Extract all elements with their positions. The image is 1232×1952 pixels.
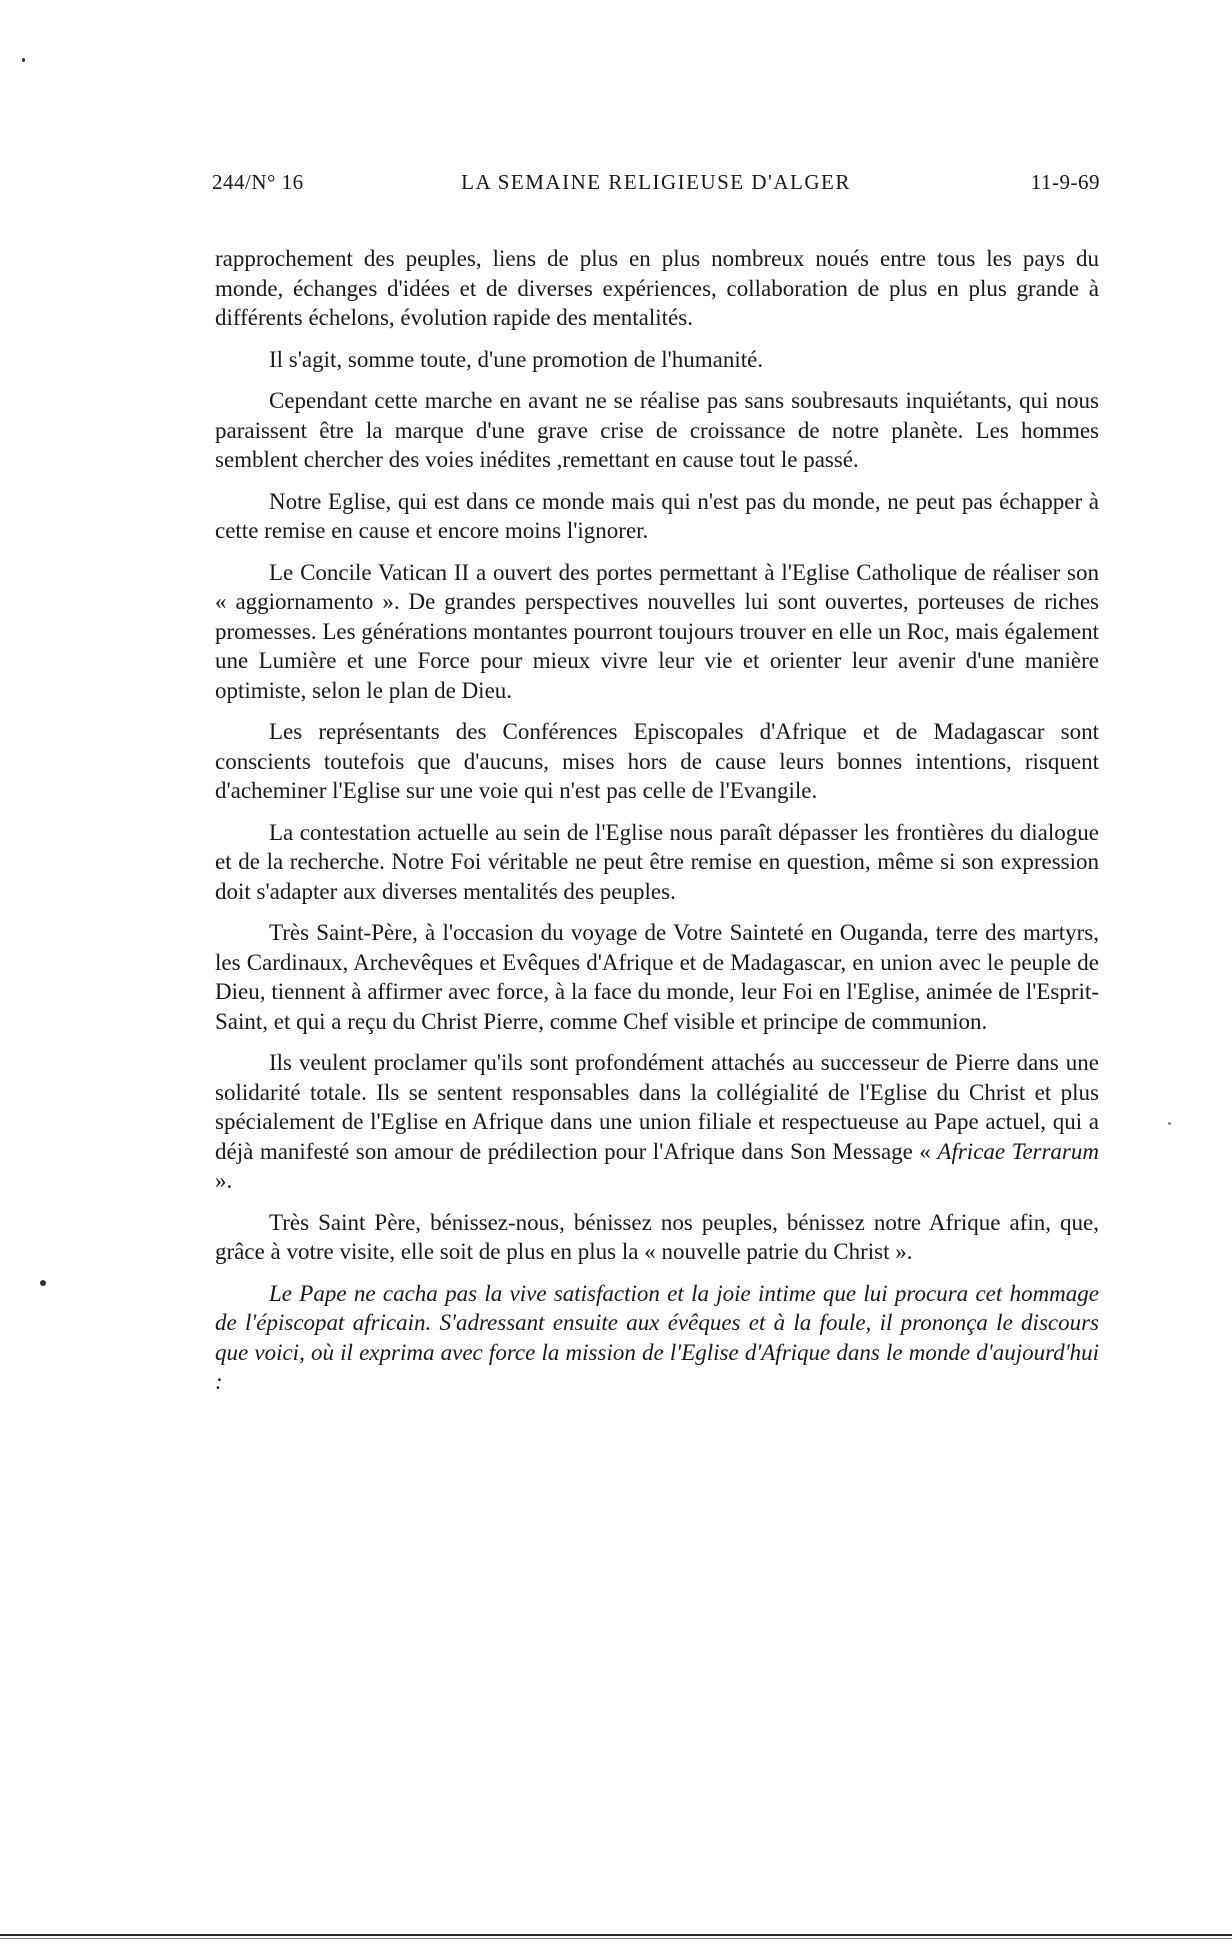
paragraph: Très Saint-Père, à l'occasion du voyage de Votre Sainteté en Ouganda, terre des martyrs, les Cardinaux, Archevêques et Evêques d'Afrique et de Madagascar, en union avec le peuple de Dieu, tiennent à affirmer avec force, à la face du monde, leur Foi en l'Eglise, animée de l'Esprit-Saint, et qui a reçu du Christ Pierre, comme Chef visible et principe de communion. <box>215 920 1099 1034</box>
paragraph: Très Saint Père, bénissez-nous, bénissez nos peuples, bénissez notre Afrique afin, que, grâce à votre visite, elle soit de plus en plus la « nouvelle patrie du Christ ». <box>215 1209 1099 1264</box>
paragraph: La contestation actuelle au sein de l'Eglise nous paraît dépasser les frontières du dialogue et de la recherche. Notre Foi véritable ne peut être remise en question, même si son expression doit s'adapter aux diverses mentalités des peuples. <box>215 819 1099 904</box>
editorial-paragraph: Le Pape ne cacha pas la vive satisfaction et la joie intime que lui procura cet hommage de l'épiscopat africain. S'adressant ensuite aux évêques et à la foule, il prononça le discours que voici, où il exprima avec force la mission de l'Eglise d'Afrique dans le monde d'aujourd'hui : <box>215 1280 1099 1394</box>
paragraph: Les représentants des Conférences Episcopales d'Afrique et de Madagascar sont conscients toutefois que d'aucuns, mises hors de cause leurs bonnes intentions, risquent d'acheminer l'Eglise sur une voie qui n'est pas celle de l'Evangile. <box>215 719 1099 803</box>
paragraph-text: Ils veulent proclamer qu'ils sont profondément attachés au successeur de Pierre dans une solidarité totale. Ils se sentent responsables dans la collégialité de l'Eglise du Christ et plus spécialement de l'Eglise en Afrique dans une union filiale et respectueuse au Pape actuel, qui a déjà manifesté son amour de prédilection pour l'Afrique dans Son Message « <box>215 1050 1099 1164</box>
paragraph: Il s'agit, somme toute, d'une promotion de l'humanité. <box>269 346 764 372</box>
bottom-border-shadow <box>0 1938 1232 1939</box>
bottom-border <box>0 1934 1232 1936</box>
speck <box>40 1280 46 1286</box>
paragraph: rapprochement des peuples, liens de plus en plus nombreux noués entre tous les pays du monde, échanges d'idées et de diverses expériences, collaboration de plus en plus grande à différents échelons, évolution rapide des mentalités. <box>215 246 1099 330</box>
running-header <box>212 170 1100 200</box>
paragraph-text-end: ». <box>215 1168 233 1193</box>
issue-date: 11-9-69 <box>1030 170 1100 194</box>
paragraph <box>215 1048 1099 1196</box>
message-title: Africae Terrarum <box>937 1138 1099 1164</box>
speck <box>22 58 25 62</box>
paragraph: Le Concile Vatican II a ouvert des portes permettant à l'Eglise Catholique de réaliser son « aggiornamento ». De grandes perspectives nouvelles lui sont ouvertes, porteuses de riches promesses. Les générations montantes pourront toujours trouver en elle un Roc, mais également une Lumière et une Force pour mieux vivre leur vie et orienter leur avenir d'une manière optimiste, selon le plan de Dieu. <box>215 559 1099 703</box>
paragraph: Notre Eglise, qui est dans ce monde mais qui n'est pas du monde, ne peut pas échapper à cette remise en cause et encore moins l'ignorer. <box>215 488 1099 543</box>
article-body <box>215 244 1099 1409</box>
speck <box>1168 1122 1171 1125</box>
paragraph: Cependant cette marche en avant ne se réalise pas sans soubresauts inquiétants, qui nous paraissent être la marque d'une grave crise de croissance de notre planète. Les hommes semblent chercher des voies inédites ,remettant en cause tout le passé. <box>215 388 1099 472</box>
page-number: 244/N° 16 <box>212 170 304 194</box>
journal-title: LA SEMAINE RELIGIEUSE D'ALGER <box>461 170 851 194</box>
